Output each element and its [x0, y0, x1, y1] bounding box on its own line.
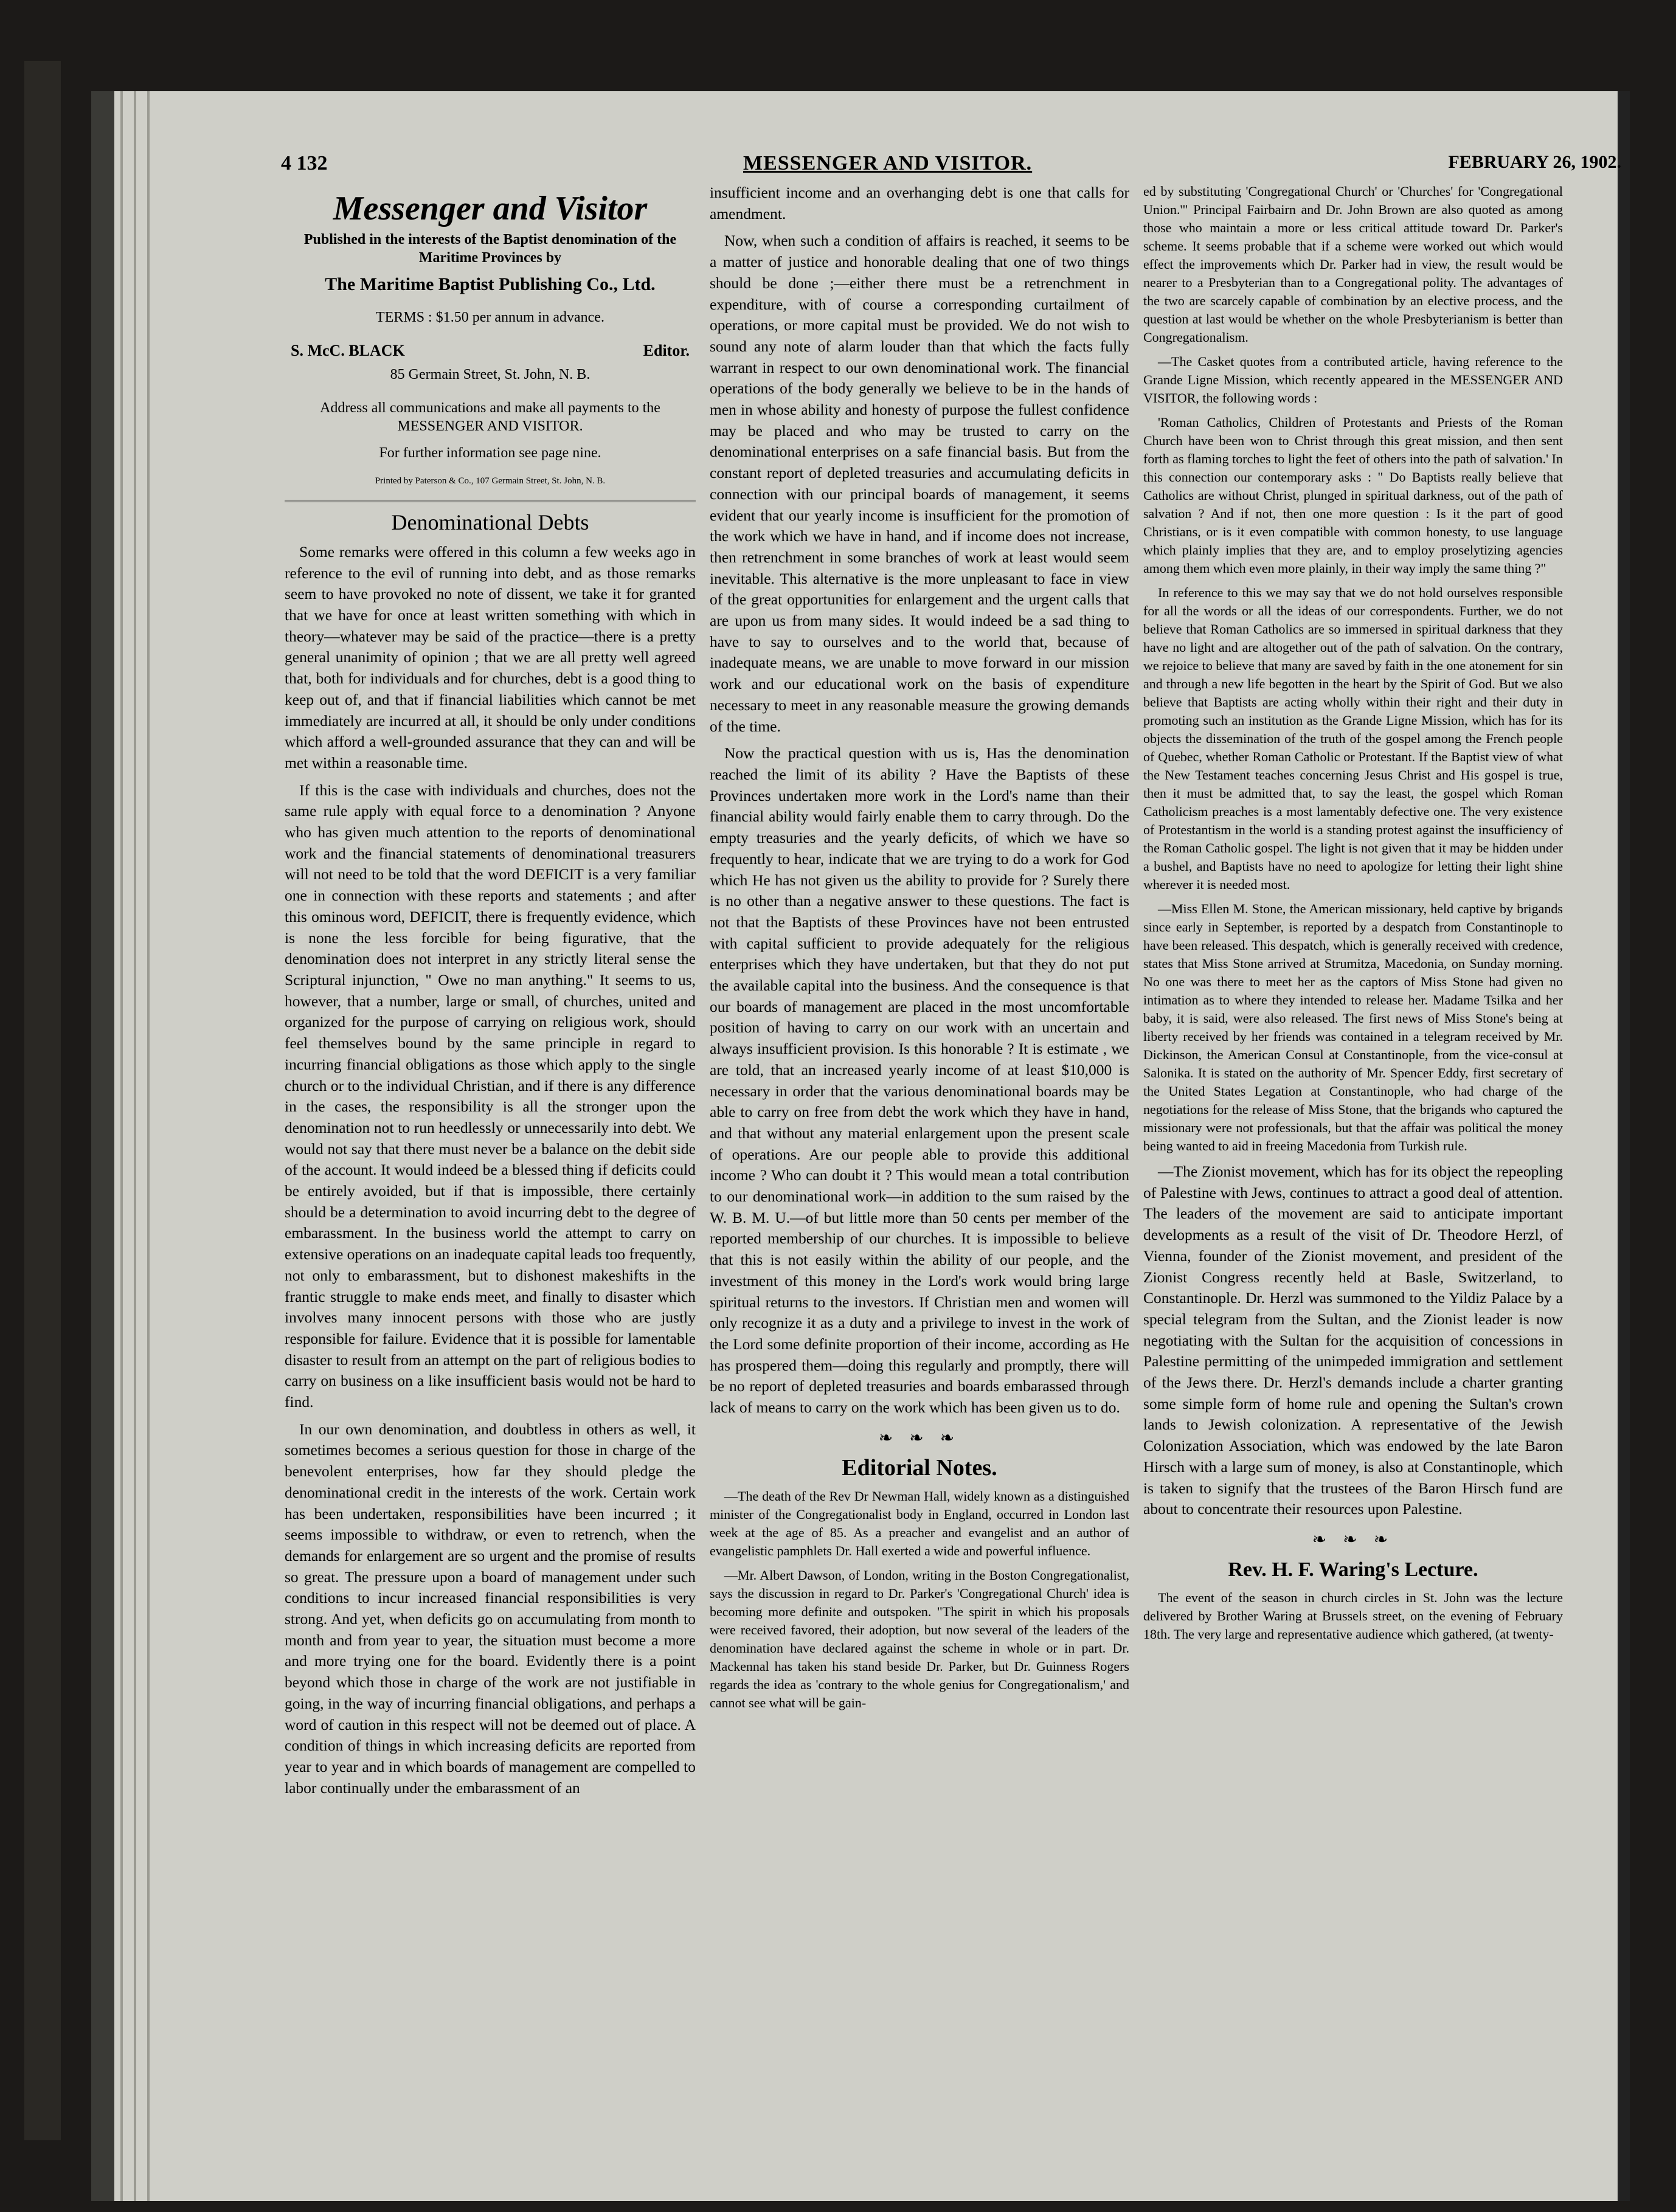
page-number: 4 132: [281, 152, 328, 175]
publisher: The Maritime Baptist Publishing Co., Ltd.: [325, 274, 656, 294]
page-header: [281, 152, 1621, 176]
article-paragraph: Now, when such a condition of affairs is reached, it seems to be a matter of justice and honorable dealing that one of two things should be done ;—either there must be a retrenchment in expenditure, with of course a corresponding curtailment of operations, or more capital must be provided. We do not wish to sound any note of alarm louder than that which the facts fully warrant in respect to our own denominational work. The financial operations of the body generally we believe to be in the hands of men in whose ability and honesty of purpose the fullest confidence may be placed and who may be trusted to carry on the denominational enterprises on a safe financial basis. But from the constant report of depleted treasuries and accumulating deficits in connection with our principal boards of management, it seems evident that our yearly income is insufficient for the promotion of the work which we have in hand, and if income does not increase, then retrenchment in some branches of work at least would seem inevitable. This alternative is the more unpleasant to face in view of the great opportunities for enlargement and the urgent calls that are upon us from many sides. It would indeed be a sad thing to have to say to ourselves and to the world that, because of inadequate means, we are unable to move forward in our mission work and our educational work on the basis of expenditure necessary to meet in any reasonable measure the growing demands of the time.: [710, 232, 1129, 735]
masthead-divider: [285, 500, 696, 502]
editorial-note: —Miss Ellen M. Stone, the American missionary, held captive by brigands since early in September, is reported by a despatch from Constantinople to have been released. This despatch, which is generally received with credence, states that Miss Stone arrived at Strumitza, Macedonia, on Sunday morning. No one was there to meet her as the captors of Miss Stone had given no intimation as to where they intended to release her. Madame Tsilka and her baby, it is said, were also released. The first news of Miss Stone's being at liberty received by her friends was contained in a telegram received by Mr. Dickinson, the American Consul at Constantinople, from the vice-consul at Salonika. It is stated on the authority of Mr. Spencer Eddy, first secretary of the United States Legation at Constantinople, who had charge of the negotiations for the release of Miss Stone, that the brigands who captured the missionary were not professionals, but that the affair was political the money being wanted to aid in freeing Macedonia from Turkish rule.: [1143, 901, 1563, 1153]
section-title: Editorial Notes.: [842, 1455, 997, 1481]
issue-date: FEBRUARY 26, 1902.: [1448, 152, 1621, 172]
editor-name: S. McC. BLACK: [291, 342, 405, 360]
editor-role: Editor.: [643, 342, 690, 360]
info-note: For further information see page nine.: [379, 444, 601, 461]
page-edge-strip: [134, 91, 136, 2201]
article-paragraph: Some remarks were offered in this column a few weeks ago in reference to the evil of running into debt, and as those remarks seem to have provoked no note of dissent, we take it for granted that we have for once at least written something with which in theory—whatever may be said of the practice—there is a pretty general unanimity of opinion ; that we are all pretty well agreed that, both for individuals and for churches, debt is a good thing to keep out of, and that if financial liabilities which cannot be met immediately are incurred at all, it should be only under conditions which afford a well-grounded assurance that they can and will be met within a reasonable time.: [285, 542, 696, 772]
running-title: MESSENGER AND VISITOR.: [743, 152, 1033, 175]
article-paragraph: In our own denomination, and doubtless in others as well, it sometimes becomes a serious question for those in charge of the benevolent enterprises, how far they should pledge the denominational credit in the interests of the work. Certain work has been undertaken, responsibilities have been incurred ; it seems impossible to withdraw, or even to retrench, when the demands for enlargement are so urgent and the promise of results so great. The pressure upon a board of management under such conditions to incur increased financial responsibilities is very strong. And yet, when deficits go on accumulating from month to month and from year to year, the situation must become a more and more trying one for the board. Evidently there is a point beyond which those in charge of the work are not justifiable in going, in the way of incurring financial obligations, and perhaps a word of caution in this respect will not be deemed out of place. A condition of things in which increasing deficits are reported from year to year and in which boards of management are compelled to labor continually under the embarassment of an: [285, 1420, 696, 1797]
editorial-note: —The Zionist movement, which has for its object the repeopling of Palestine with Jews, continues to attract a good deal of attention. The leaders of the movement are said to anticipate important developments as a result of the visit of Dr. Theodore Herzl, of Vienna, founder of the Zionist movement, and president of the Zionist Congress recently held at Basle, Switzerland, to Constantinople. Dr. Herzl was summoned to the Yildiz Palace by a special telegram from the Sultan, and the Zionist leader is now negotiating with the Sultan for the acquisition of concessions in Palestine permitting of the unimpeded immigration and settlement of the Jews there. Dr. Herzl's demands include a charter granting some simple form of home rule and opening the Sultan's crown lands to Jewish colonization. A representative of the Jewish Colonization Association, which was endowed by the late Baron Hirsch with a large sum of money, is also at Constantinople, which is taken to signify that the trustees of the Baron Hirsch fund are about to concentrate their resources upon Palestine.: [1143, 1163, 1563, 1518]
article-title: Denominational Debts: [391, 510, 589, 535]
column-2: [710, 182, 1129, 1718]
section-title: Rev. H. F. Waring's Lecture.: [1228, 1558, 1478, 1581]
article-paragraph: The event of the season in church circles in St. John was the lecture delivered by Brother Waring at Brussels street, on the evening of February 18th. The very large and representative audience which gathered, (at twenty-: [1143, 1590, 1563, 1642]
page-edge-strip: [120, 91, 123, 2201]
editorial-note: ed by substituting 'Congregational Church' or 'Churches' for 'Congregational Union.'" Principal Fairbairn and Dr. John Brown are also quoted as among those who maintain a more or less critical attitude toward Dr. Parker's scheme. It seems probable that if a scheme were worked out which would effect the improvements which Dr. Parker had in view, the result would be nearer to a Presbyterian than to a Congregational polity. The advantages of the two are scarcely capable of combination by an elective process, and the question at last would be whether on the whole Presbyterianism is better than Congregationalism.: [1143, 184, 1563, 345]
block-quote: 'Roman Catholics, Children of Protestants and Priests of the Roman Church have been won to Christ through this great mission, and then sent forth as flaming torches to light the feet of others into the path of salvation.' In this connection our contemporary asks : " Do Baptists really believe that Catholics are without Christ, plunged in spiritual darkness, out of the path of salvation ? And if not, then one more question : Is it the part of good Christians, or is it even compatible with common honesty, to use language which plainly implies that they are, and to employ proselytizing agencies among them which even more plainly, in their way imply the same thing ?": [1143, 415, 1563, 576]
subscription-terms: TERMS : $1.50 per annum in advance.: [376, 309, 604, 326]
column-1: [285, 182, 696, 1805]
page-right-shadow: [1618, 91, 1630, 2201]
book-edge-shadow: [24, 61, 61, 2140]
section-ornament: ❧ ❧ ❧: [878, 1428, 961, 1448]
masthead-title: Messenger and Visitor: [333, 190, 648, 227]
masthead-subtitle: Published in the interests of the Baptist denomination of the Maritime Provinces by: [303, 231, 677, 266]
section-ornament: ❧ ❧ ❧: [1312, 1530, 1394, 1549]
editorial-note: —The Casket quotes from a contributed article, having reference to the Grande Ligne Mission, which recently appeared in the MESSENGER AND VISITOR, the following words :: [1143, 354, 1563, 406]
article-paragraph: If this is the case with individuals and churches, does not the same rule apply with equal force to a denomination ? Anyone who has given much attention to the reports of denominational work and the financial statements of denominational treasurers will not need to be told that the word DEFICIT is a very familiar one in connection with these reports and statements ; and after this ominous word, DEFICIT, there is frequently evidence, which is none the less forcible for being figurative, that the denomination does not interpret in any strictly literal sense the Scriptural injunction, " Owe no man anything." It seems to us, however, that a number, large or small, of churches, united and organized for the purpose of carrying on religious work, should feel themselves bound by the same principle in regard to incurring financial obligations as those which apply to the single church or to the individual Christian, and if there is any difference in the cases, the responsibility is all the stronger upon the denomination not to run heedlessly or unnecessarily into debt. We would not say that there must never be a balance on the debit side of the account. It would indeed be a blessed thing if deficits could be entirely avoided, but if that is impossible, there certainly should be a determination to avoid incurring debt to the degree of embarassment. In the business world the attempt to carry on extensive operations on an inadequate capital leads too frequently, not only to embarassment, but to dishonest makeshifts in the frantic struggle to make ends meet, and finally to disaster which involves many innocent persons with those who are justly responsible for failure. Evidence that it is possible for lamentable disaster to result from an attempt on the part of religious bodies to carry on business on a like insufficient basis would not be hard to find.: [285, 781, 696, 1411]
page-spine: [91, 91, 114, 2201]
article-paragraph: insufficient income and an overhanging debt is one that calls for amendment.: [710, 184, 1129, 223]
office-address: 85 Germain Street, St. John, N. B.: [390, 366, 590, 382]
editor-line: [291, 340, 690, 362]
column-3: [1143, 182, 1563, 1650]
page-edge-strip: [147, 91, 150, 2201]
contact-note: Address all communications and make all payments to the MESSENGER AND VISITOR.: [320, 399, 660, 434]
editorial-note: In reference to this we may say that we do not hold ourselves responsible for all the words or all the ideas of our correspondents. Further, we do not believe that Roman Catholics are so immersed in spiritual darkness that they have no light and are altogether out of the path of salvation. On the contrary, we rejoice to believe that many are saved by faith in the one atonement for sin and through a new life begotten in the heart by the Spirit of God. But we also believe that Baptists are acting wholly within their right and their duty in promoting such an institution as the Grande Ligne Mission, which has for its objects the dissemination of the truth of the gospel among the French people of Quebec, whether Roman Catholic or Protestant. If the Baptist view of what the New Testament teaches concerning Jesus Christ and His gospel is true, then it must be admitted that, to say the least, the gospel which Roman Catholicism preaches is a most lamentably defective one. The very existence of Protestantism in the world is a standing protest against the insufficiency of the Roman Catholic gospel. The light is not given that it may be hidden under a bushel, and Baptists have no need to apologize for letting their light shine wherever it is needed most.: [1143, 585, 1563, 892]
editorial-note: —The death of the Rev Dr Newman Hall, widely known as a distinguished minister of the Congregationalist body in England, occurred in London last week at the age of 85. As a preacher and evangelist and an author of evangelistic pamphlets Dr. Hall exerted a wide and powerful influence.: [710, 1488, 1129, 1559]
printer-credit: Printed by Paterson & Co., 107 Germain Street, St. John, N. B.: [375, 475, 606, 486]
editorial-note: —Mr. Albert Dawson, of London, writing in the Boston Congregationalist, says the discussion in regard to Dr. Parker's 'Congregational Church' idea is becoming more definite and outspoken. "The spirit in which his proposals were received favored, their adoption, but now several of the leaders of the denomination have declared against the scheme in whole or in part. Dr. Mackennal has taken his stand beside Dr. Parker, but Dr. Guinness Rogers regards the idea as 'contrary to the whole genius for Congregationalism,' and cannot see what will be gain-: [710, 1567, 1129, 1711]
article-paragraph: Now the practical question with us is, Has the denomination reached the limit of its ability ? Have the Baptists of these Provinces undertaken more work in the Lord's name than their financial ability would fairly enable them to carry through. Do the empty treasuries and the yearly deficits, of which we have so frequently to hear, indicate that we are trying to do a work for God which He has not given us the ability to provide for ? Surely there is no other than a negative answer to these questions. The fact is not that the Baptists of these Provinces have not been entrusted with capital sufficient to provide adequately for the religious enterprises which they have undertaken, but that they do not put the available capital into the business. And the consequence is that our boards of management are placed in the most uncomfortable position of having to carry on our work with an uncertain and always insufficient provision. Is this honorable ? It is estimate , we are told, that an increased yearly income of at least $10,000 is necessary in order that the various denominational boards may be able to carry on free from debt the work which they have in hand, and that without any material enlargement upon the present scale of operations. Are our people able to provide this additional income ? Who can doubt it ? This would mean a total contribution to our denominational work—in addition to the sum raised by the W. B. M. U.—of but little more than 50 cents per member of the reported membership of our churches. It is impossible to believe that this is not easily within the ability of our people, and the investment of this money in the Lord's work would bring large spiritual returns to the investors. If Christian men and women will only recognize it as a duty and a privilege to invest in the work of the Lord some definite proportion of their income, according as He has prospered them—doing this regularly and promptly, there will be no report of depleted treasuries and boards embarassed through lack of means to carry on the work which has been given us to do.: [710, 744, 1129, 1417]
